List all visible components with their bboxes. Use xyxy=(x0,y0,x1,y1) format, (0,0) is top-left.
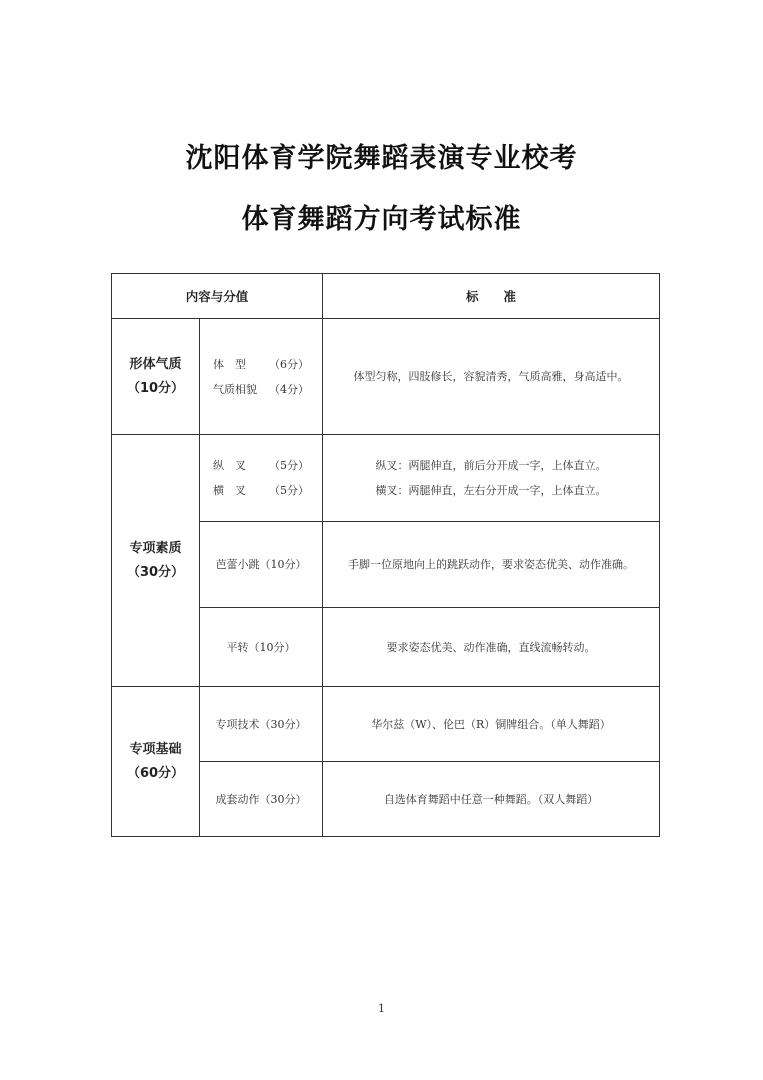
header-standard: 标 准 xyxy=(465,289,516,304)
category-score: （10分） xyxy=(126,380,185,396)
item-physique xyxy=(200,319,322,434)
item-technique: 专项技术（30分） xyxy=(215,717,307,731)
standard-splits xyxy=(323,435,659,521)
document-subtitle: 体育舞蹈方向考试标准 xyxy=(241,204,522,235)
item-name: 横 叉 xyxy=(213,484,246,497)
item-points: （4分） xyxy=(269,382,309,396)
item-points: （5分） xyxy=(269,484,309,497)
standard-physique: 体型匀称，四肢修长，容貌清秀，气质高雅，身高适中。 xyxy=(353,370,629,383)
category-label: 形体气质 xyxy=(129,356,182,372)
item-ballet-jump: 芭蕾小跳（10分） xyxy=(215,558,307,571)
standard-flat-turn: 要求姿态优美、动作准确，直线流畅转动。 xyxy=(386,640,596,654)
item-name: 气质相貌 xyxy=(213,382,257,396)
category-label: 专项基础 xyxy=(129,741,182,757)
page-number: 1 xyxy=(378,1002,385,1015)
item-points: （6分） xyxy=(269,357,309,371)
standard-line: 纵叉：两腿伸直，前后分开成一字，上体直立。 xyxy=(375,459,607,472)
item-flat-turn: 平转（10分） xyxy=(226,640,296,654)
standard-ballet-jump: 手脚一位原地向上的跳跃动作，要求姿态优美、动作准确。 xyxy=(348,558,634,571)
document-title: 沈阳体育学院舞蹈表演专业校考 xyxy=(185,143,578,174)
item-routine: 成套动作（30分） xyxy=(215,792,307,806)
item-name: 纵 叉 xyxy=(213,459,246,472)
item-line xyxy=(213,478,309,503)
category-score: （60分） xyxy=(126,765,185,781)
item-line xyxy=(213,352,309,377)
category-special-basics xyxy=(112,687,199,836)
standard-technique: 华尔兹（W）、伦巴（R）铜牌组合。（单人舞蹈） xyxy=(371,717,611,731)
category-special-quality xyxy=(112,435,199,686)
item-points: （5分） xyxy=(269,459,309,472)
item-line xyxy=(213,453,309,478)
category-label: 专项素质 xyxy=(129,540,182,556)
category-score: （30分） xyxy=(126,564,185,580)
header-content: 内容与分值 xyxy=(185,289,249,304)
category-physique xyxy=(112,319,199,434)
item-name: 体 型 xyxy=(213,357,246,371)
standard-line: 横叉：两腿伸直，左右分开成一字，上体直立。 xyxy=(375,484,607,497)
standards-table xyxy=(111,273,660,837)
standard-routine: 自选体育舞蹈中任意一种舞蹈。（双人舞蹈） xyxy=(383,792,599,806)
item-splits xyxy=(200,435,322,521)
item-line xyxy=(213,377,309,402)
